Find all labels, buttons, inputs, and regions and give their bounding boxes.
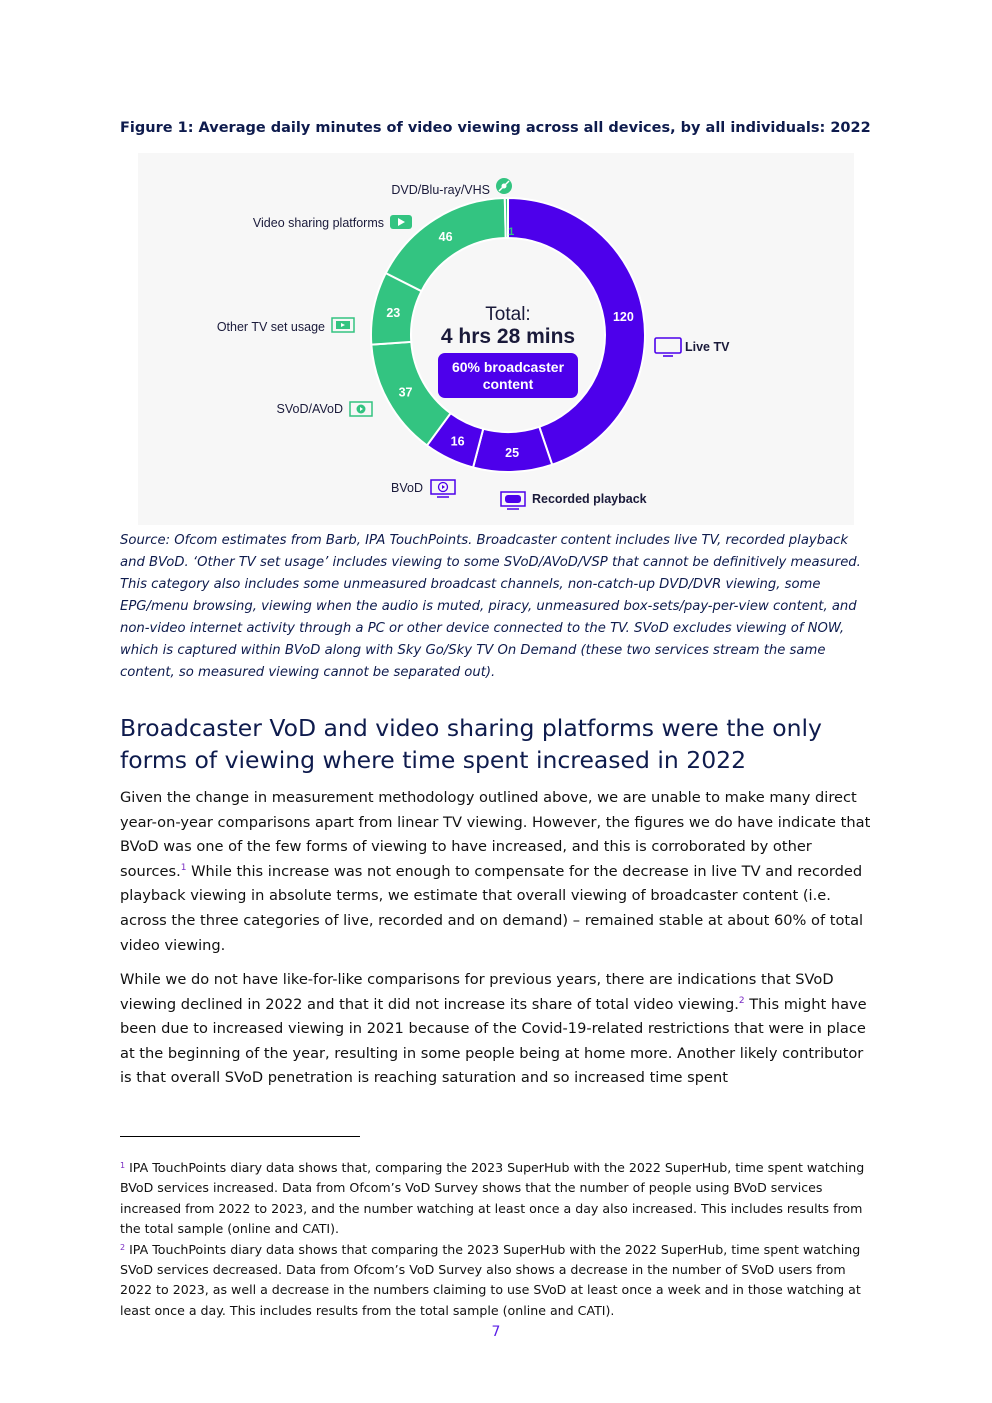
value-label-video-sharing-platforms: 46 xyxy=(438,230,453,245)
category-label-video-sharing-platforms: Video sharing platforms xyxy=(252,216,384,230)
donut-center xyxy=(438,304,578,398)
footnote-ref-1[interactable]: 1 xyxy=(180,862,187,873)
footnote-2 xyxy=(120,1240,876,1322)
play-screen-icon xyxy=(350,402,372,416)
source-note: Source: Ofcom estimates from Barb, IPA TouchPoints. Broadcaster content includes live TV, recorded playback and BVoD. ‘Other TV set usage’ includes viewing to some SVoD/AVoD/VSP that cannot be definitively measured. This category also includes some unmeasured broadcast channels, non-catch-up DVD/DVR viewing, some EPG/menu browsing, viewing when the audio is muted, piracy, unmeasured box-sets/pay-per-view content, and non-video internet activity through a PC or other device connected to the TV. SVoD excludes viewing of NOW, which is captured within BVoD along with Sky Go/Sky TV On Demand (these two services stream the same content, so measured viewing cannot be separated out). xyxy=(120,533,861,680)
segment-video-sharing-platforms xyxy=(386,198,506,291)
value-label-other-tv-set-usage: 23 xyxy=(386,305,401,320)
footnote-1-text: IPA TouchPoints diary data shows that, comparing the 2023 SuperHub with the 2022 SuperHub, time spent watching BVoD services increased. Data from Ofcom’s VoD Survey shows that the number of people using BVoD services increased from 2022 to 2023, and the number watching at least once a day also increased. This includes results from the total sample (online and CATI). xyxy=(120,1160,865,1237)
paragraph-1-text-a: Given the change in measurement methodology outlined above, we are unable to make many direct year-on-year comparisons apart from linear TV viewing. However, the figures we do have indicate that BVoD was one of the few forms of viewing to have increased, and this is corroborated by other sources. xyxy=(120,789,871,880)
footnote-divider xyxy=(120,1136,360,1137)
section-heading: Broadcaster VoD and video sharing platforms were the only forms of viewing where time spent increased in 2022 xyxy=(120,714,822,774)
total-label: Total: xyxy=(485,304,531,325)
paragraph-2-text-b: This might have been due to increased viewing in 2021 because of the Covid-19-related restrictions that were in place at the beginning of the year, resulting in some people being at home more. Another likely contributor is that overall SVoD penetration is reaching saturation and so increased time spent xyxy=(120,995,867,1087)
paragraph-1-text-b: While this increase was not enough to compensate for the decrease in live TV and recorded playback viewing in absolute terms, we estimate that overall viewing of broadcaster content (i.e. across the three categories of live, recorded and on demand) – remained stable at about 60% of total video viewing. xyxy=(120,862,864,954)
category-label-other-tv-set-usage: Other TV set usage xyxy=(216,320,325,334)
value-label-recorded-playback: 25 xyxy=(505,445,520,460)
value-label-bvod: 16 xyxy=(450,434,465,449)
paragraph-2-text-a: While we do not have like-for-like comparisons for previous years, there are indications that SVoD viewing declined in 2022 and that it did not increase its share of total video viewing. xyxy=(120,971,834,1013)
footnote-2-marker: 2 xyxy=(120,1242,126,1252)
value-label-dvd-blu-ray-vhs: 1 xyxy=(508,226,515,239)
tv-set-icon xyxy=(332,318,354,332)
paragraph-1 xyxy=(120,786,876,958)
value-label-svod-avod: 37 xyxy=(398,385,413,400)
value-label-live-tv: 120 xyxy=(612,309,634,324)
badge-line-2: content xyxy=(482,376,534,392)
badge-line-1: 60% broadcaster xyxy=(451,359,565,375)
footnotes xyxy=(120,1158,876,1321)
tv-icon xyxy=(655,338,681,356)
play-button-icon xyxy=(390,215,412,229)
page-number: 7 xyxy=(491,1324,501,1340)
donut-chart xyxy=(138,153,854,525)
recorder-icon xyxy=(501,492,525,509)
paragraph-2 xyxy=(120,968,876,1091)
footnote-1 xyxy=(120,1158,876,1240)
category-label-live-tv: Live TV xyxy=(685,340,730,354)
category-label-recorded-playback: Recorded playback xyxy=(532,492,647,506)
total-value: 4 hrs 28 mins xyxy=(440,325,576,348)
footnote-ref-2[interactable]: 2 xyxy=(738,995,745,1006)
bvod-icon xyxy=(431,480,455,497)
footnote-1-marker: 1 xyxy=(120,1161,126,1170)
category-label-bvod: BVoD xyxy=(391,481,423,495)
category-label-dvd-blu-ray-vhs: DVD/Blu-ray/VHS xyxy=(391,183,490,197)
figure-title: Figure 1: Average daily minutes of video viewing across all devices, by all individuals: 2022 xyxy=(120,120,871,136)
category-label-svod-avod: SVoD/AVoD xyxy=(276,402,343,416)
footnote-2-text: IPA TouchPoints diary data shows that comparing the 2023 SuperHub with the 2022 SuperHub, time spent watching SVoD services decreased. Data from Ofcom’s VoD Survey also shows a decrease in the number of SVoD users from 2022 to 2023, as well a decrease in the numbers claiming to use SVoD at least once a week and in those watching at least once a day. This includes results from the total sample (online and CATI). xyxy=(120,1241,861,1318)
disc-icon xyxy=(496,178,512,194)
